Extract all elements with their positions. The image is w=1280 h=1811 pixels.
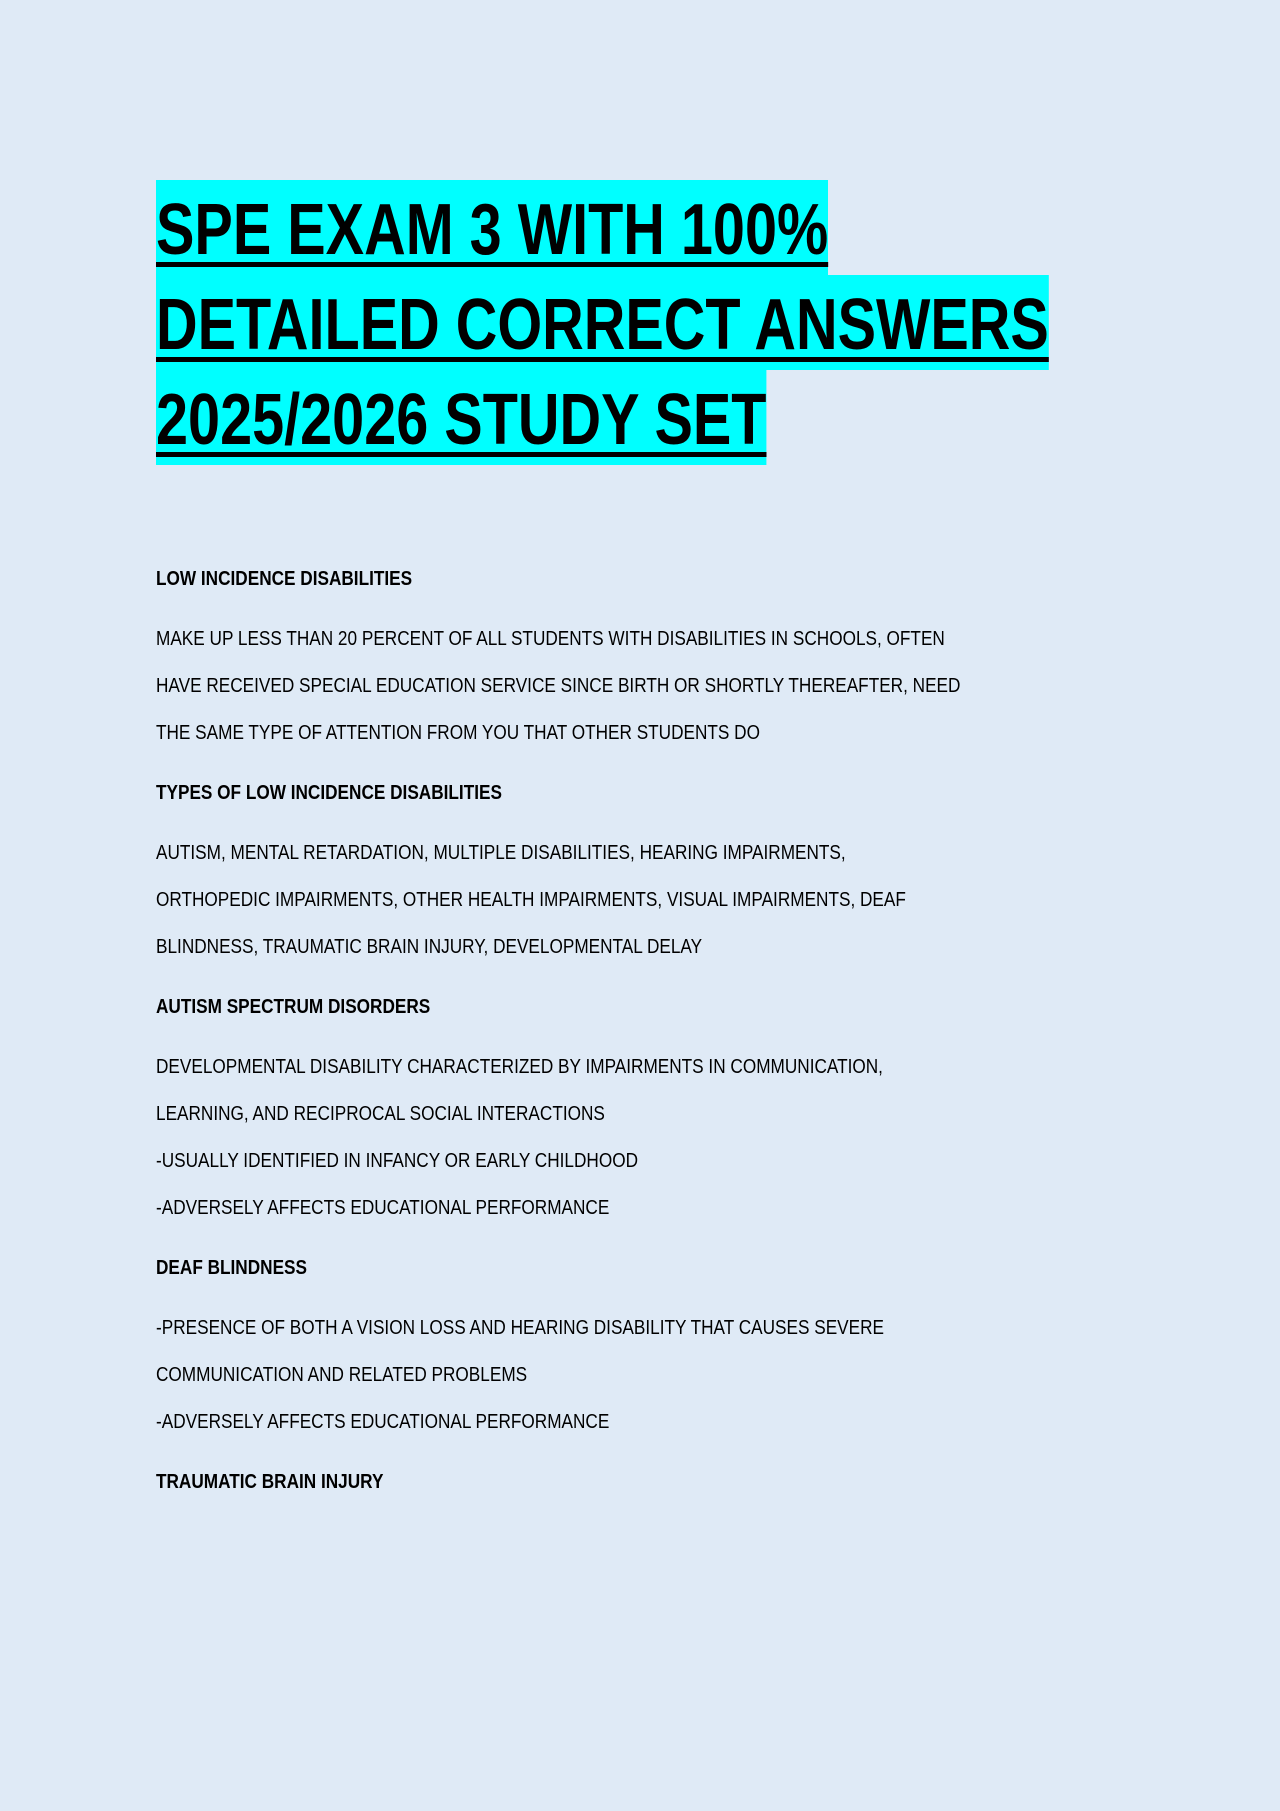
section-answer-line: HAVE RECEIVED SPECIAL EDUCATION SERVICE SINCE BIRTH OR SHORTLY THEREAFTER, NEED [156,675,961,697]
section-answer-line: LEARNING, AND RECIPROCAL SOCIAL INTERACTIONS [156,1103,605,1125]
title-line [156,180,1049,275]
qa-section [156,1245,960,1446]
section-answer-line: AUTISM, MENTAL RETARDATION, MULTIPLE DISABILITIES, HEARING IMPAIRMENTS, [156,842,846,864]
title-line [156,275,1049,370]
title-line-1: SPE EXAM 3 WITH 100% [156,180,828,275]
section-term: LOW INCIDENCE DISABILITIES [156,568,413,590]
section-term: TYPES OF LOW INCIDENCE DISABILITIES [156,782,502,804]
section-answer-line: DEVELOPMENTAL DISABILITY CHARACTERIZED BY IMPAIRMENTS IN COMMUNICATION, [156,1056,883,1078]
section-answer-line: BLINDNESS, TRAUMATIC BRAIN INJURY, DEVELOPMENTAL DELAY [156,936,703,958]
title-line [156,370,1049,465]
document-title [156,180,1049,465]
section-answer-line: COMMUNICATION AND RELATED PROBLEMS [156,1364,528,1386]
qa-section [156,1459,960,1506]
document-body [156,543,960,1519]
section-term: TRAUMATIC BRAIN INJURY [156,1471,384,1493]
section-answer-line: ORTHOPEDIC IMPAIRMENTS, OTHER HEALTH IMPAIRMENTS, VISUAL IMPAIRMENTS, DEAF [156,889,906,911]
section-answer-line: -USUALLY IDENTIFIED IN INFANCY OR EARLY CHILDHOOD [156,1150,639,1172]
qa-section [156,770,960,971]
section-term: AUTISM SPECTRUM DISORDERS [156,996,431,1018]
section-answer-line: -ADVERSELY AFFECTS EDUCATIONAL PERFORMANCE [156,1411,610,1433]
section-answer-line: MAKE UP LESS THAN 20 PERCENT OF ALL STUDENTS WITH DISABILITIES IN SCHOOLS, OFTEN [156,628,945,650]
qa-section [156,556,960,757]
section-answer-line: THE SAME TYPE OF ATTENTION FROM YOU THAT OTHER STUDENTS DO [156,722,760,744]
section-answer-line: -PRESENCE OF BOTH A VISION LOSS AND HEARING DISABILITY THAT CAUSES SEVERE [156,1317,885,1339]
qa-section [156,984,960,1232]
title-line-2: DETAILED CORRECT ANSWERS [156,275,1049,370]
section-answer-line: -ADVERSELY AFFECTS EDUCATIONAL PERFORMANCE [156,1197,610,1219]
section-term: DEAF BLINDNESS [156,1257,307,1279]
title-line-3: 2025/2026 STUDY SET [156,370,766,465]
